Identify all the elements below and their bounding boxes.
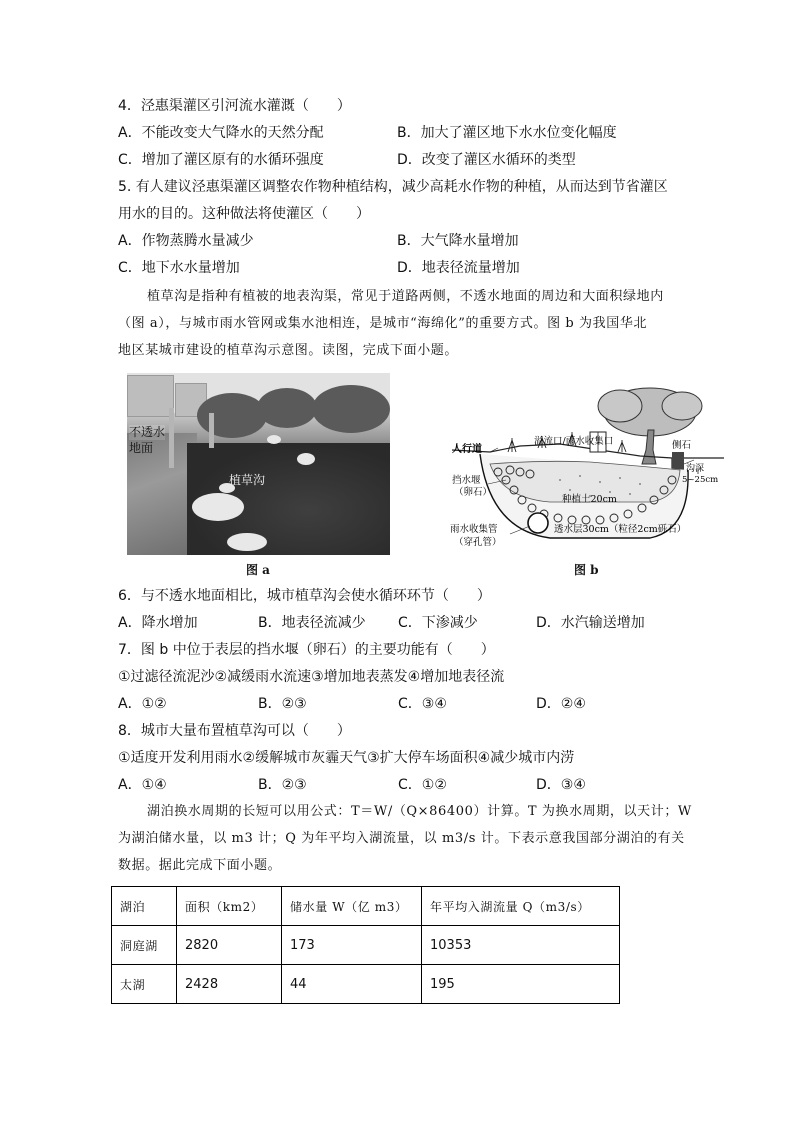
q5-stem-line1: 5. 有人建议泾惠渠灌区调整农作物种植结构，减少高耗水作物的种植，从而达到节省灌区 bbox=[118, 179, 668, 195]
table-cell: 2428 bbox=[177, 965, 282, 1004]
label-permeable: 透水层30cm（粒径2cm砾石） bbox=[554, 524, 687, 535]
q6-option-d: D．水汽输送增加 bbox=[536, 615, 645, 631]
q7-option-d: D．②④ bbox=[536, 696, 586, 712]
q4-stem: 4．泾惠渠灌区引河流水灌溉（ ） bbox=[118, 98, 351, 114]
passage1-line2: （图 a），与城市雨水管网或集水池相连，是城市“海绵化”的重要方式。图 b 为我国华北 bbox=[118, 316, 648, 331]
q5-stem-line2: 用水的目的。这种做法将使灌区（ ） bbox=[118, 206, 370, 222]
figure-b-diagram bbox=[450, 380, 724, 555]
q8-option-d: D．③④ bbox=[536, 777, 586, 793]
label-weir-1: 挡水堰 bbox=[452, 475, 481, 486]
label-curb: 侧石 bbox=[672, 440, 692, 451]
q5-option-b: B．大气降水量增加 bbox=[397, 233, 519, 249]
table-cell: 2820 bbox=[177, 926, 282, 965]
figure-b-caption: 图 b bbox=[574, 563, 599, 577]
table-row bbox=[112, 926, 620, 965]
label-depth-2: 5~25cm bbox=[682, 475, 719, 485]
q7-option-c: C．③④ bbox=[398, 696, 447, 712]
passage1-line3: 地区某城市建设的植草沟示意图。读图，完成下面小题。 bbox=[118, 343, 459, 358]
q7-option-a: A．①② bbox=[118, 696, 167, 712]
passage1-line1: 植草沟是指种有植被的地表沟渠，常见于道路两侧，不透水地面的周边和大面积绿地内 bbox=[147, 289, 664, 304]
table-header-cell: 储水量 W（亿 m3） bbox=[282, 887, 422, 926]
table-cell: 太湖 bbox=[112, 965, 177, 1004]
q5-option-c: C．地下水水量增加 bbox=[118, 260, 240, 276]
table-cell: 10353 bbox=[422, 926, 620, 965]
label-soil: 种植土20cm bbox=[562, 494, 617, 505]
table-header-cell: 年平均入湖流量 Q（m3/s） bbox=[422, 887, 620, 926]
q7-choices: ①过滤径流泥沙②减缓雨水流速③增加地表蒸发④增加地表径流 bbox=[118, 669, 505, 685]
label-pipe-2: （穿孔管） bbox=[454, 537, 502, 548]
q6-option-c: C．下渗减少 bbox=[398, 615, 478, 631]
q4-option-b: B．加大了灌区地下水水位变化幅度 bbox=[397, 125, 617, 141]
figure-a-photo bbox=[127, 373, 390, 555]
photo-rock bbox=[297, 453, 315, 465]
table-cell: 洞庭湖 bbox=[112, 926, 177, 965]
q6-option-b: B．地表径流减少 bbox=[258, 615, 366, 631]
label-ditch: 植草沟 bbox=[229, 473, 266, 487]
q5-option-a: A．作物蒸腾水量减少 bbox=[118, 233, 254, 249]
collection-pipe bbox=[528, 513, 548, 533]
q8-stem: 8．城市大量布置植草沟可以（ ） bbox=[118, 723, 351, 739]
photo-rock bbox=[227, 533, 267, 551]
passage2-line3: 数据。据此完成下面小题。 bbox=[118, 858, 282, 873]
label-weir-2: （卵石） bbox=[454, 487, 493, 498]
photo-tree bbox=[257, 388, 317, 428]
q8-option-b: B．②③ bbox=[258, 777, 307, 793]
q7-option-b: B．②③ bbox=[258, 696, 307, 712]
passage2-line2: 为湖泊储水量，以 m3 计；Q 为年平均入湖流量，以 m3/s 计。下表示意我国部分湖泊的有关 bbox=[118, 831, 685, 846]
label-impervious-2: 地面 bbox=[129, 441, 154, 455]
photo-rock bbox=[267, 435, 281, 444]
q5-option-d: D．地表径流量增加 bbox=[397, 260, 520, 276]
table-header-cell: 湖泊 bbox=[112, 887, 177, 926]
figure-a-caption: 图 a bbox=[246, 563, 270, 577]
table-header-row bbox=[112, 887, 620, 926]
q8-option-c: C．①② bbox=[398, 777, 447, 793]
table-header-cell: 面积（km2） bbox=[177, 887, 282, 926]
q8-option-a: A．①④ bbox=[118, 777, 167, 793]
label-sidewalk: 人行道 bbox=[452, 444, 482, 455]
label-depth-1: 沟深 bbox=[686, 464, 705, 474]
table-cell: 173 bbox=[282, 926, 422, 965]
label-impervious-1: 不透水 bbox=[129, 425, 166, 439]
passage2-line1: 湖泊换水周期的长短可以用公式：T＝W/（Q×86400）计算。T 为换水周期，以天计；W bbox=[147, 804, 692, 819]
q4-option-c: C．增加了灌区原有的水循环强度 bbox=[118, 152, 324, 168]
q4-option-d: D．改变了灌区水循环的类型 bbox=[397, 152, 576, 168]
photo-building bbox=[127, 375, 174, 417]
table-cell: 195 bbox=[422, 965, 620, 1004]
q4-option-a: A．不能改变大气降水的天然分配 bbox=[118, 125, 324, 141]
table-cell: 44 bbox=[282, 965, 422, 1004]
label-pipe-1: 雨水收集管 bbox=[450, 524, 498, 535]
q7-stem: 7．图 b 中位于表层的挡水堰（卵石）的主要功能有（ ） bbox=[118, 642, 495, 658]
photo-tree-trunk bbox=[169, 408, 174, 468]
lake-data-table bbox=[111, 886, 620, 1004]
curb-block bbox=[672, 452, 684, 470]
q8-choices: ①适度开发利用雨水②缓解城市灰霾天气③扩大停车场面积④减少城市内涝 bbox=[118, 750, 575, 766]
table-row bbox=[112, 965, 620, 1004]
photo-rock bbox=[192, 493, 244, 521]
label-overflow: 溢流口/雨水收集口 bbox=[534, 436, 614, 447]
photo-tree bbox=[312, 385, 390, 433]
q6-stem: 6．与不透水地面相比，城市植草沟会使水循环环节（ ） bbox=[118, 588, 491, 604]
photo-tree-trunk bbox=[209, 413, 214, 448]
photo-tree bbox=[197, 393, 267, 438]
q6-option-a: A．降水增加 bbox=[118, 615, 198, 631]
